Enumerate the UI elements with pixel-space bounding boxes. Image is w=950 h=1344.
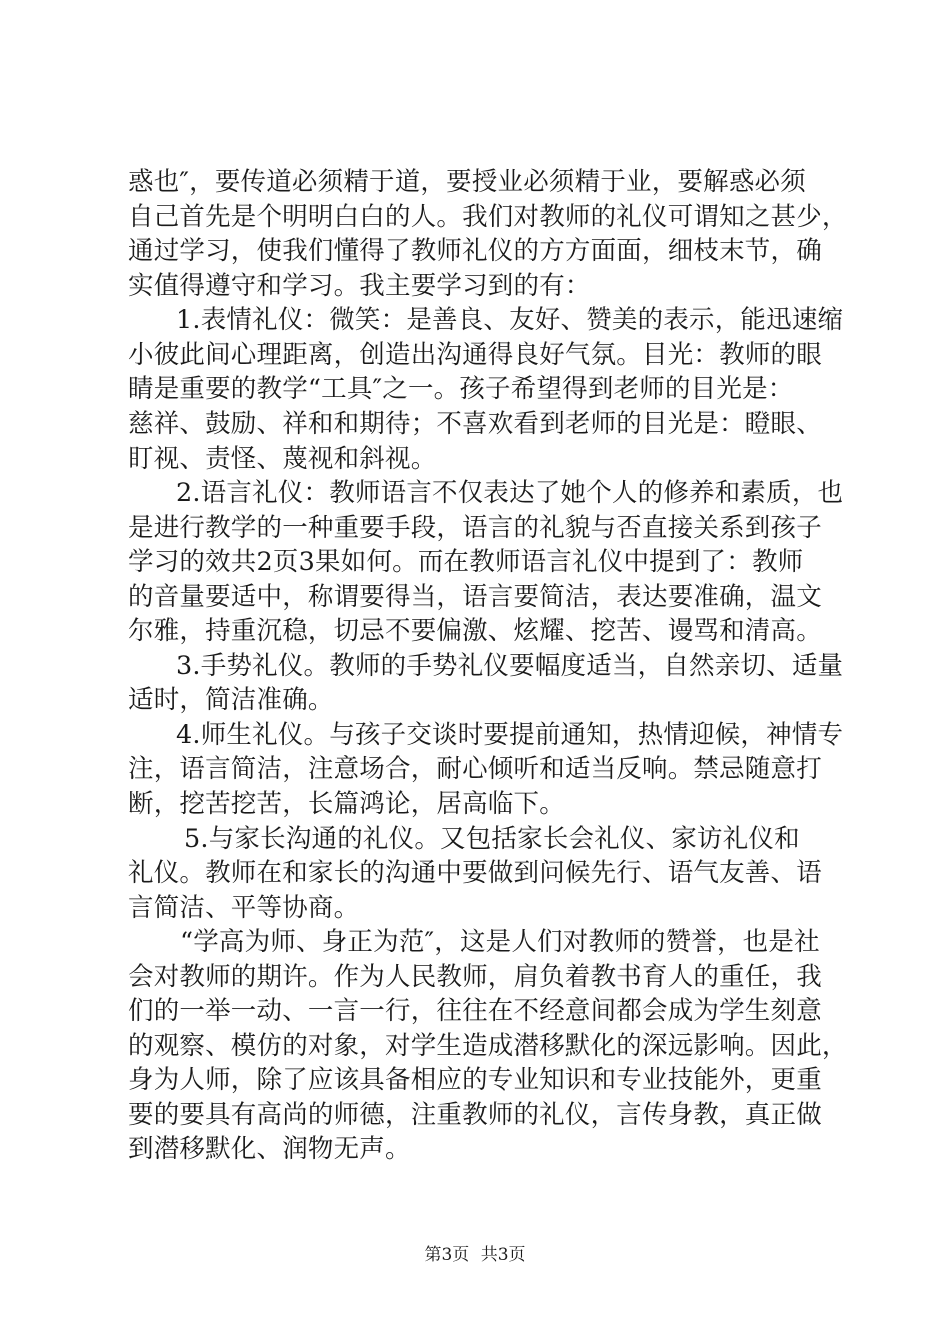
text-line: 自己首先是个明明白白的人。我们对教师的礼仪可谓知之甚少， [128, 202, 848, 232]
text-line: 4.师生礼仪。与孩子交谈时要提前通知，热情迎候，神情专 [176, 720, 844, 750]
text-line: 注，语言简洁，注意场合，耐心倾听和适当反响。禁忌随意打 [128, 754, 822, 784]
text-line: “学高为师、身正为范″，这是人们对教师的赞誉，也是社 [180, 927, 820, 957]
text-line: 通过学习，使我们懂得了教师礼仪的方方面面，细枝末节，确 [128, 236, 822, 266]
text-line: 5.与家长沟通的礼仪。又包括家长会礼仪、家访礼仪和 [184, 824, 800, 854]
page-footer [0, 1244, 950, 1266]
text-line: 3.手势礼仪。教师的手势礼仪要幅度适当，自然亲切、适量 [176, 651, 844, 681]
text-line: 身为人师，除了应该具备相应的专业知识和专业技能外，更重 [128, 1065, 822, 1095]
text-line: 的音量要适中，称谓要得当，语言要简洁，表达要准确，温文 [128, 582, 822, 612]
text-line: 尔雅，持重沉稳，切忌不要偏激、炫耀、挖苦、谩骂和清高。 [128, 616, 822, 646]
text-line: 们的一举一动、一言一行，往往在不经意间都会成为学生刻意 [128, 996, 822, 1026]
text-line: 学习的效共2页3果如何。而在教师语言礼仪中提到了：教师 [128, 547, 804, 577]
text-line: 会对教师的期许。作为人民教师，肩负着教书育人的重任，我 [128, 962, 822, 992]
page-number: 第3页 [424, 1245, 470, 1265]
text-line: 实值得遵守和学习。我主要学习到的有： [128, 271, 591, 301]
text-line: 小彼此间心理距离，创造出沟通得良好气氛。目光：教师的眼 [128, 340, 822, 370]
text-line: 言简洁、平等协商。 [128, 893, 360, 923]
text-line: 要的要具有高尚的师德，注重教师的礼仪，言传身教，真正做 [128, 1100, 822, 1130]
text-line: 的观察、模仿的对象，对学生造成潜移默化的深远影响。因此， [128, 1031, 848, 1061]
text-line: 适时，简洁准确。 [128, 685, 334, 715]
text-line: 睛是重要的教学“工具″之一。孩子希望得到老师的目光是： [128, 374, 794, 404]
text-line: 1.表情礼仪：微笑：是善良、友好、赞美的表示，能迅速缩 [176, 305, 844, 335]
text-line: 盯视、责怪、蔑视和斜视。 [128, 444, 437, 474]
text-line: 断，挖苦挖苦，长篇鸿论，居高临下。 [128, 789, 565, 819]
text-line: 是进行教学的一种重要手段，语言的礼貌与否直接关系到孩子 [128, 513, 822, 543]
text-line: 慈祥、鼓励、祥和和期待；不喜欢看到老师的目光是：瞪眼、 [128, 409, 822, 439]
text-line: 到潜移默化、润物无声。 [128, 1134, 411, 1164]
text-line: 礼仪。教师在和家长的沟通中要做到问候先行、语气友善、语 [128, 858, 822, 888]
text-line: 惑也″，要传道必须精于道，要授业必须精于业，要解惑必须 [128, 167, 806, 197]
text-line: 2.语言礼仪：教师语言不仅表达了她个人的修养和素质，也 [176, 478, 844, 508]
page-total: 共3页 [480, 1245, 526, 1265]
